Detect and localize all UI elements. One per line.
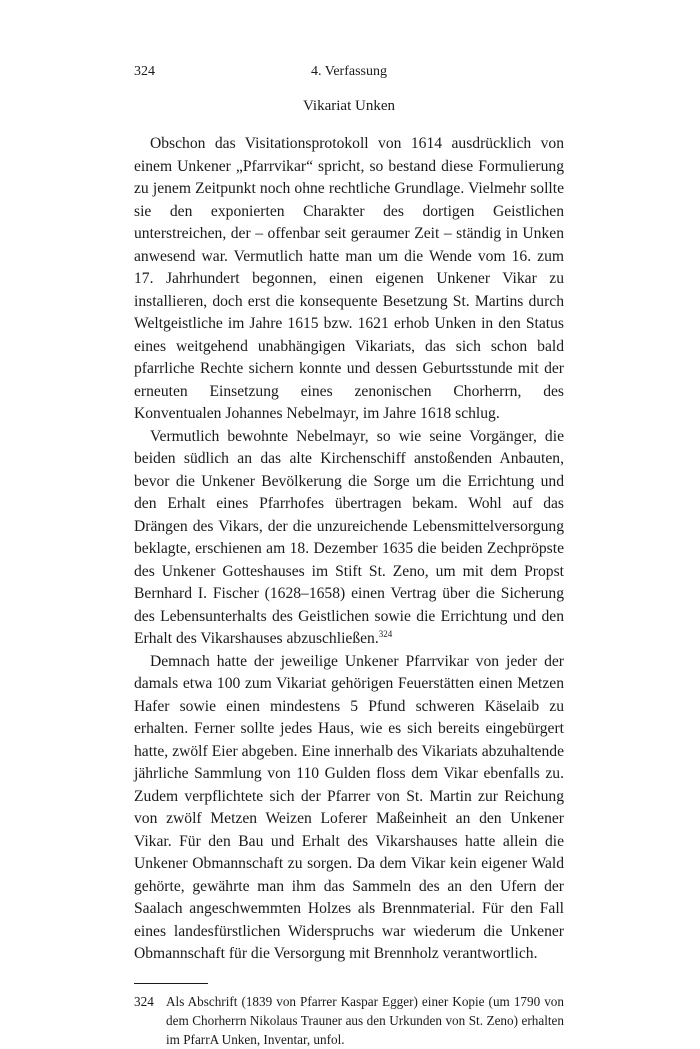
footnote-divider xyxy=(134,983,208,984)
paragraph-1-text: Obschon das Visitationsprotokoll von 1614 ausdrücklich von einem Unkener „Pfarrvikar“ spricht, so bestand diese Formulierung zu jenem Zeitpunkt noch ohne rechtliche Grundlage. Vielmehr sollte sie den exponierten Charakter des dortigen Geistlichen unterstreichen, der – offenbar seit geraumer Zeit – ständig in Unken anwesend war. Vermutlich hatte man um die Wende vom 16. zum 17. Jahrhundert begonnen, einen eigenen Unkener Vikar zu installieren, doch erst die konsequente Besetzung St. Martins durch Weltgeistliche im Jahre 1615 bzw. 1621 erhob Unken in den Status eines weitgehend unabhängigen Vikariats, das sich schon bald pfarrliche Rechte sichern konnte und dessen Geburtsstunde mit der erneuten Einsetzung eines zenonischen Chorherrn, des Konventualen Johannes Nebelmayr, im Jahre 1618 schlug. xyxy=(134,135,564,422)
chapter-title: 4. Verfassung xyxy=(311,64,387,79)
paragraph-3-text: Demnach hatte der jeweilige Unkener Pfarrvikar von jeder der damals etwa 100 zum Vikariat gehörigen Feuerstätten einen Metzen Hafer sowie einen mindestens 5 Pfund schweren Käselaib zu erhalten. Ferner sollte jedes Haus, wie es sich bereits eingebürgert hatte, zwölf Eier abgeben. Eine innerhalb des Vikariats abzuhaltende jährliche Sammlung von 110 Gulden floss dem Vikar ebenfalls zu. Zudem verpflichtete sich der Pfarrer von St. Martin zur Reichung von zwölf Metzen Weizen Loferer Maßeinheit an den Unkener Vikar. Für den Bau und Erhalt des Vikarshauses hatte allein die Unkener Obmannschaft zu sorgen. Da dem Vikar kein eigener Wald gehörte, gewährte man ihm das Sammeln des an den Ufern der Saalach angeschwemmten Holzes als Brennmaterial. Für den Fall eines landesfürstlichen Widerspruchs war wiederum die Unkener Obmannschaft für die Versorgung mit Brennholz verantwortlich. xyxy=(134,652,564,962)
paragraph-2-text: Vermutlich bewohnte Nebelmayr, so wie seine Vorgänger, die beiden südlich an das alte Kirchenschiff anstoßenden Anbauten, bevor die Unkener Bevölkerung die Sorge um die Errichtung und den Erhalt eines Pfarrhofes übertragen bekam. Wohl auf das Drängen des Vikars, der die unzureichende Lebensmittelversorgung beklagte, erschienen am 18. Dezember 1635 die beiden Zechpröpste des Unkener Gotteshauses im Stift St. Zeno, um mit dem Propst Bernhard I. Fischer (1628–1658) einen Vertrag über die Sicherung des Lebensunterhalts des Geistlichen sowie die Errichtung und den Erhalt des Vikarshauses abzuschließen. xyxy=(134,427,564,647)
footnote xyxy=(134,992,564,1049)
body-text xyxy=(134,133,564,966)
section-title: Vikariat Unken xyxy=(303,98,395,114)
footnote-number: 324 xyxy=(134,993,154,1009)
paragraph-2 xyxy=(134,426,564,651)
footnote-reference[interactable]: 324 xyxy=(378,628,393,639)
paragraph-1 xyxy=(134,133,564,426)
page-number: 324 xyxy=(134,64,155,79)
running-head xyxy=(134,62,564,82)
footnote-text: Als Abschrift (1839 von Pfarrer Kaspar Egger) einer Kopie (um 1790 von dem Chorherrn Nikolaus Trauner aus den Urkunden von St. Zeno) erhalten im PfarrA Unken, Inventar, unfol. xyxy=(166,993,564,1047)
paragraph-3 xyxy=(134,651,564,966)
book-page xyxy=(134,62,564,1049)
